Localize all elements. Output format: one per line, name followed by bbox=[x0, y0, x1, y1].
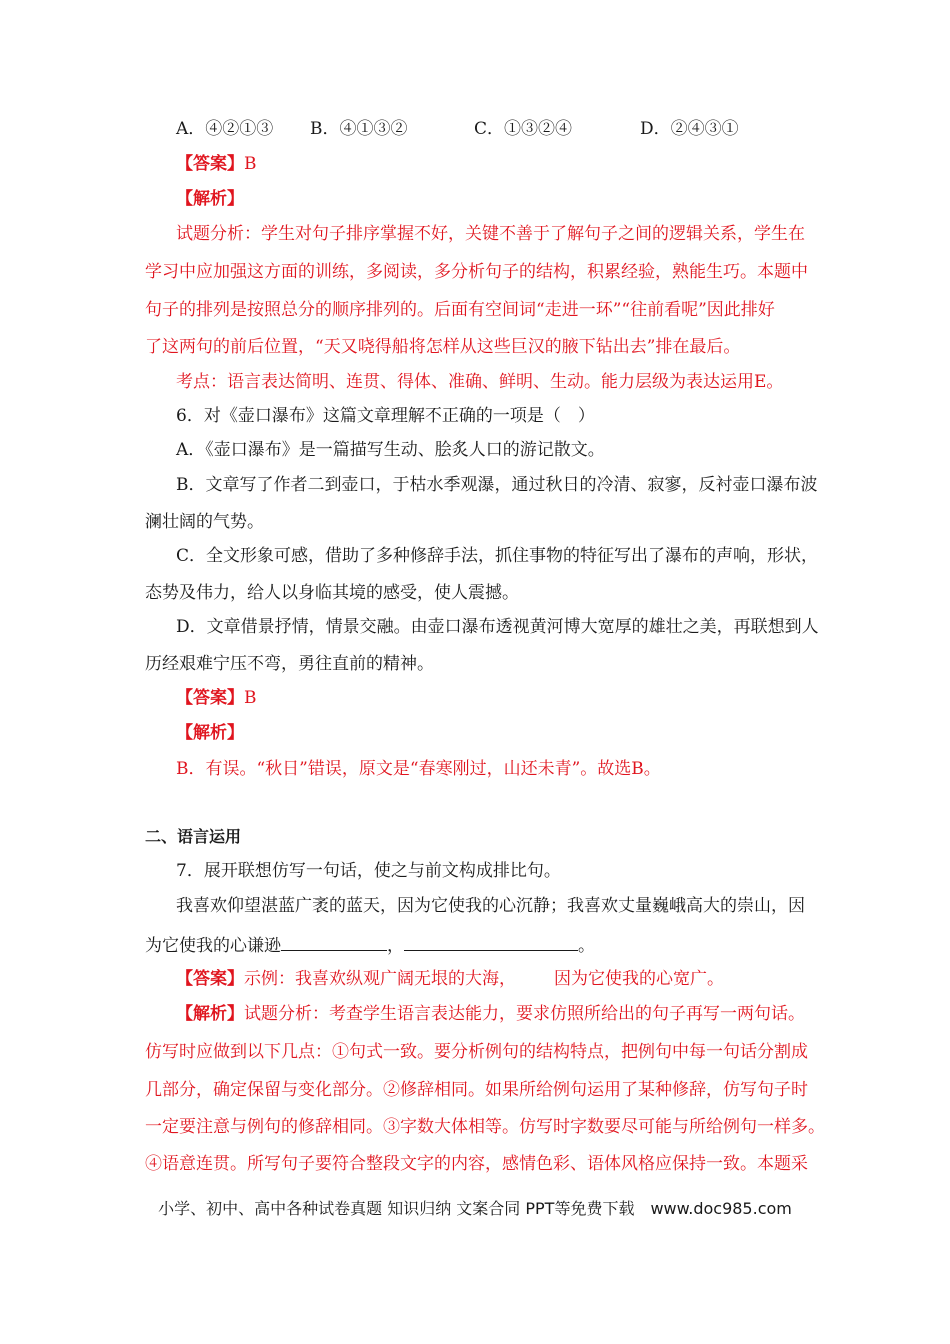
q6-option-b-line-1: B．文章写了作者二到壶口，于枯水季观瀑，通过秋日的冷清、寂寥，反衬壶口瀑布波 bbox=[176, 475, 818, 495]
q6-analysis-tag: 【解析】 bbox=[176, 723, 244, 743]
blank-2[interactable] bbox=[404, 932, 578, 951]
analysis-tag: 【解析】 bbox=[176, 1004, 244, 1024]
q7-analysis-first bbox=[176, 1003, 805, 1025]
option-d: D．②④③① bbox=[640, 119, 739, 139]
q7-question: 7．展开联想仿写一句话，使之与前文构成排比句。 bbox=[176, 861, 561, 881]
q5-analysis-tag: 【解析】 bbox=[176, 189, 244, 209]
q7-para-line-2 bbox=[145, 932, 595, 957]
q5-kaodian: 考点：语言表达简明、连贯、得体、准确、鲜明、生动。能力层级为表达运用E。 bbox=[176, 372, 784, 392]
answer-part-1: 示例：我喜欢纵观广阔无垠的大海， bbox=[244, 969, 516, 989]
q6-answer bbox=[176, 687, 257, 709]
option-c: C．①③②④ bbox=[474, 119, 573, 139]
answer-tag: 【答案】 bbox=[176, 688, 244, 708]
analysis-text: 试题分析：考查学生语言表达能力，要求仿照所给出的句子再写一两句话。 bbox=[244, 1004, 805, 1024]
q5-analysis-line-1: 试题分析：学生对句子排序掌握不好，关键不善于了解句子之间的逻辑关系，学生在 bbox=[176, 224, 805, 244]
q6-question: 6．对《壶口瀑布》这篇文章理解不正确的一项是（ ） bbox=[176, 406, 595, 426]
q7-para-line-1: 我喜欢仰望湛蓝广袤的蓝天，因为它使我的心沉静；我喜欢丈量巍峨高大的崇山，因 bbox=[176, 896, 805, 916]
answer-part-2: 因为它使我的心宽广。 bbox=[554, 969, 724, 989]
q5-analysis-line-2: 学习中应加强这方面的训练，多阅读，多分析句子的结构，积累经验，熟能生巧。本题中 bbox=[145, 262, 808, 282]
q6-option-b-line-2: 澜壮阔的气势。 bbox=[145, 512, 264, 532]
answer-tag: 【答案】 bbox=[176, 969, 244, 989]
q7-analysis-line-4: ④语意连贯。所写句子要符合整段文字的内容，感情色彩、语体风格应保持一致。本题采 bbox=[145, 1154, 808, 1174]
q6-option-c-line-1: C．全文形象可感，借助了多种修辞手法，抓住事物的特征写出了瀑布的声响，形状， bbox=[176, 546, 819, 566]
answer-value: B bbox=[244, 688, 257, 708]
q6-option-c-line-2: 态势及伟力，给人以身临其境的感受，使人震撼。 bbox=[145, 583, 519, 603]
q6-analysis: B．有误。“秋日”错误，原文是“春寒刚过，山还未青”。故选B。 bbox=[176, 759, 661, 779]
option-a: A．④②①③ bbox=[176, 119, 274, 139]
q7-comma: ， bbox=[387, 936, 404, 956]
q5-analysis-line-4: 了这两句的前后位置，“天又哓得船将怎样从这些巨汉的腋下钻出去”排在最后。 bbox=[145, 337, 741, 357]
q6-option-d-line-2: 历经艰难宁压不弯，勇往直前的精神。 bbox=[145, 654, 434, 674]
option-b: B．④①③② bbox=[310, 119, 408, 139]
answer-value: B bbox=[244, 154, 257, 174]
q6-option-a: A．《壶口瀑布》是一篇描写生动、脍炙人口的游记散文。 bbox=[176, 440, 605, 460]
q7-para-prefix: 为它使我的心谦逊 bbox=[145, 936, 281, 956]
page-footer[interactable]: 小学、初中、高中各种试卷真题 知识归纳 文案合同 PPT等免费下载 www.doc985.com bbox=[158, 1199, 792, 1218]
q5-answer bbox=[176, 153, 257, 175]
q7-analysis-line-3: 一定要注意与例句的修辞相同。③字数大体相等。仿写时字数要尽可能与所给例句一样多。 bbox=[145, 1117, 825, 1137]
q5-analysis-line-3: 句子的排列是按照总分的顺序排列的。后面有空间词“走进一环”“往前看呢”因此排好 bbox=[145, 300, 775, 320]
blank-1[interactable] bbox=[281, 932, 387, 951]
section-title: 二、语言运用 bbox=[145, 827, 242, 846]
q7-analysis-line-2: 几部分，确定保留与变化部分。②修辞相同。如果所给例句运用了某种修辞，仿写句子时 bbox=[145, 1080, 808, 1100]
q7-answer bbox=[176, 968, 724, 990]
q7-analysis-line-1: 仿写时应做到以下几点：①句式一致。要分析例句的结构特点，把例句中每一句话分割成 bbox=[145, 1042, 808, 1062]
q6-option-d-line-1: D．文章借景抒情，情景交融。由壶口瀑布透视黄河博大宽厚的雄壮之美，再联想到人 bbox=[176, 617, 819, 637]
answer-tag: 【答案】 bbox=[176, 154, 244, 174]
q7-period: 。 bbox=[578, 936, 595, 956]
